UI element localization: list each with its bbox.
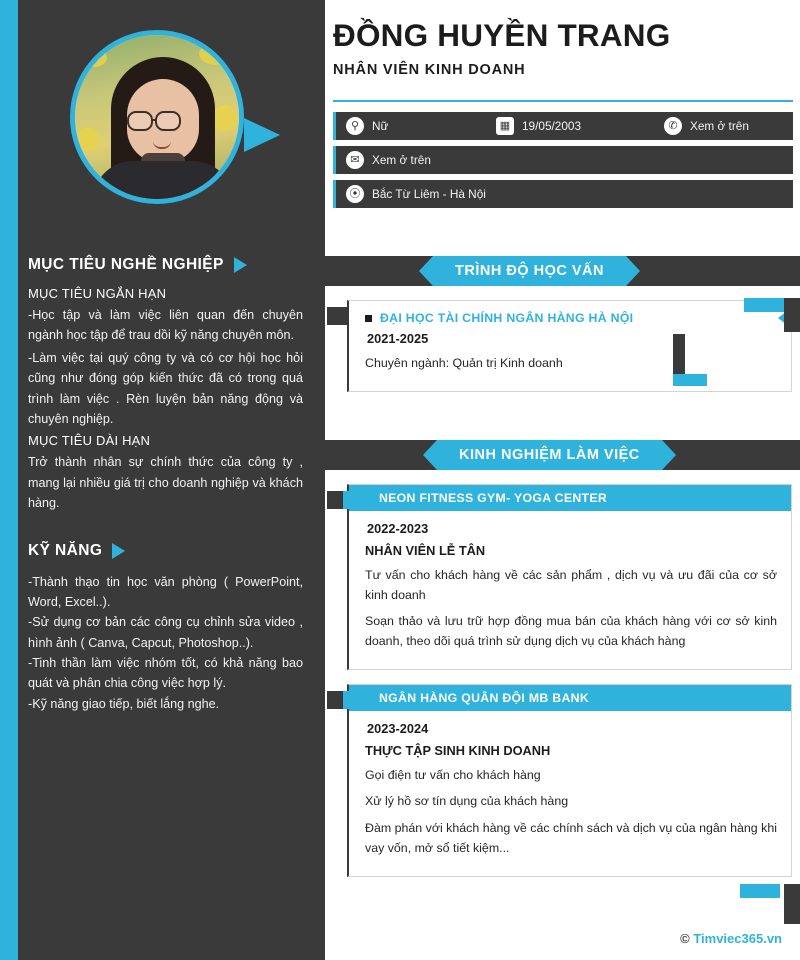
location-icon: ⦿ [346, 185, 364, 203]
decor-blue-block [673, 374, 707, 386]
decor-dark-block [784, 298, 800, 332]
contact-birthdate-value: 19/05/2003 [522, 119, 582, 133]
avatar-foliage-4 [77, 127, 99, 151]
experience-role: NHÂN VIÊN LỄ TÂN [365, 543, 486, 558]
triangle-right-icon [234, 257, 247, 273]
skills-heading [28, 542, 303, 560]
objective-long-label: MỤC TIÊU DÀI HẠN [28, 433, 151, 449]
left-accent-bar [0, 0, 18, 960]
education-detail: Chuyên ngành: Quản trị Kinh doanh [365, 356, 563, 370]
experience-detail: Tư vấn cho khách hàng về các sản phẩm , dịch vụ và ưu đãi của cơ sở kinh doanh [365, 568, 777, 603]
objective-short-item: -Làm việc tại quý công ty và có cơ hội học hỏi cũng như đóng góp kiến thức đã có trong quá trình làm việc . Rèn luyện bản năng động và chuyên nghiệp. [28, 350, 303, 426]
phone-icon: ✆ [664, 117, 682, 135]
objective-short-label: MỤC TIÊU NGẮN HẠN [28, 286, 167, 301]
skill-item: -Thành thạo tin học văn phòng ( PowerPoint, Word, Excel..). [28, 574, 303, 609]
photo-block [18, 0, 325, 232]
decor-blue-block [744, 298, 784, 312]
entry-tab-blue [343, 491, 363, 509]
footer-credit-prefix: © [680, 931, 694, 946]
skills-heading-label: KỸ NĂNG [28, 541, 103, 559]
experience-detail: Gọi điện tư vấn cho khách hàng [365, 768, 541, 783]
avatar-foliage-2 [199, 43, 233, 65]
avatar-clothing [93, 161, 233, 204]
gender-icon: ⚲ [346, 117, 364, 135]
experience-title-row [365, 485, 777, 511]
avatar [70, 30, 244, 204]
entry-tab-blue [343, 691, 363, 709]
experience-years: 2023-2024 [367, 721, 429, 737]
education-heading-label: TRÌNH ĐỘ HỌC VẤN [433, 256, 626, 286]
footer-credit-name: Timviec365 [693, 931, 764, 946]
education-school: ĐẠI HỌC TÀI CHÍNH NGÂN HÀNG HÀ NỘI [380, 311, 634, 325]
speech-pointer [244, 118, 280, 152]
contact-email-value: Xem ở trên [372, 153, 431, 167]
entry-tab-dark [327, 307, 349, 325]
decor-blue-block [740, 884, 780, 898]
job-title: NHÂN VIÊN KINH DOANH [333, 61, 526, 78]
experience-company: NEON FITNESS GYM- YOGA CENTER [379, 491, 608, 505]
contact-row [333, 180, 793, 208]
experience-company: NGÂN HÀNG QUÂN ĐỘI MB BANK [379, 691, 590, 706]
experience-detail: Soạn thảo và lưu trữ hợp đồng mua bán của khách hàng với cơ sở kinh doanh, theo dõi quá trình sử dụng dịch vụ của khách hàng [365, 614, 777, 649]
contact-gender-value: Nữ [372, 119, 389, 133]
experience-detail: Đàm phán với khách hàng về các chính sách và dịch vụ của ngân hàng khi vay vốn, mở sổ tiết kiệm... [365, 820, 777, 855]
calendar-icon: ▦ [496, 117, 514, 135]
experience-detail: Xử lý hồ sơ tín dụng của khách hàng [365, 794, 569, 809]
decor-dark-block [673, 334, 685, 374]
contact-address [346, 185, 486, 203]
name-block [333, 18, 793, 78]
education-banner [325, 256, 800, 290]
education-years: 2021-2025 [367, 331, 429, 346]
avatar-glasses-bridge [153, 119, 157, 121]
skill-item: -Tinh thần làm việc nhóm tốt, có khả năng bao quát và phân chia công việc hợp lý. [28, 656, 303, 691]
avatar-glasses-left [127, 111, 153, 131]
footer-credit [680, 931, 782, 946]
footer-credit-suffix: .vn [763, 931, 782, 946]
right-column [325, 0, 800, 960]
contact-phone-value: Xem ở trên [690, 119, 749, 133]
objective-heading-label: MỤC TIÊU NGHỀ NGHIỆP [28, 256, 224, 273]
experience-role: THỰC TẬP SINH KINH DOANH [365, 743, 551, 759]
education-section [325, 256, 800, 392]
experience-years: 2022-2023 [367, 521, 429, 536]
experience-section [325, 440, 800, 877]
avatar-foliage-3 [213, 105, 237, 131]
bullet-square-icon [365, 315, 372, 322]
decor-dark-block [784, 884, 800, 924]
education-entry [347, 300, 792, 392]
objective-long-item: Trở thành nhân sự chính thức của công ty , mang lại nhiều giá trị cho doanh nghiệp và khách hàng. [28, 455, 303, 511]
divider [333, 100, 793, 102]
experience-entry [347, 684, 792, 876]
education-title-row [365, 311, 777, 325]
left-column [0, 0, 325, 960]
contact-gender [346, 117, 496, 135]
contact-row [333, 112, 793, 140]
avatar-glasses-right [155, 111, 181, 131]
experience-title-row [365, 685, 777, 711]
avatar-foliage-1 [81, 49, 107, 67]
contact-birthdate [496, 117, 664, 135]
objective-heading [28, 256, 303, 274]
contact-email[interactable] [346, 151, 431, 169]
skill-item: -Sử dụng cơ bản các công cụ chỉnh sửa video , hình ảnh ( Canva, Capcut, Photoshop..). [28, 615, 303, 650]
mail-icon: ✉ [346, 151, 364, 169]
experience-banner [325, 440, 800, 474]
left-content-panel [18, 232, 325, 960]
experience-heading-label: KINH NGHIỆM LÀM VIỆC [437, 440, 662, 470]
contact-address-value: Bắc Từ Liêm - Hà Nội [372, 187, 486, 201]
triangle-right-icon [112, 543, 125, 559]
contact-row [333, 146, 793, 174]
experience-entry [347, 484, 792, 670]
contact-block [333, 112, 793, 214]
contact-phone[interactable] [664, 117, 784, 135]
objective-short-item: -Học tập và làm việc liên quan đến chuyên ngành học tập để trau dồi kỹ năng chuyên môn. [28, 308, 303, 343]
page-title: ĐỒNG HUYỀN TRANG [333, 17, 671, 53]
skill-item: -Kỹ năng giao tiếp, biết lắng nghe. [28, 696, 220, 711]
